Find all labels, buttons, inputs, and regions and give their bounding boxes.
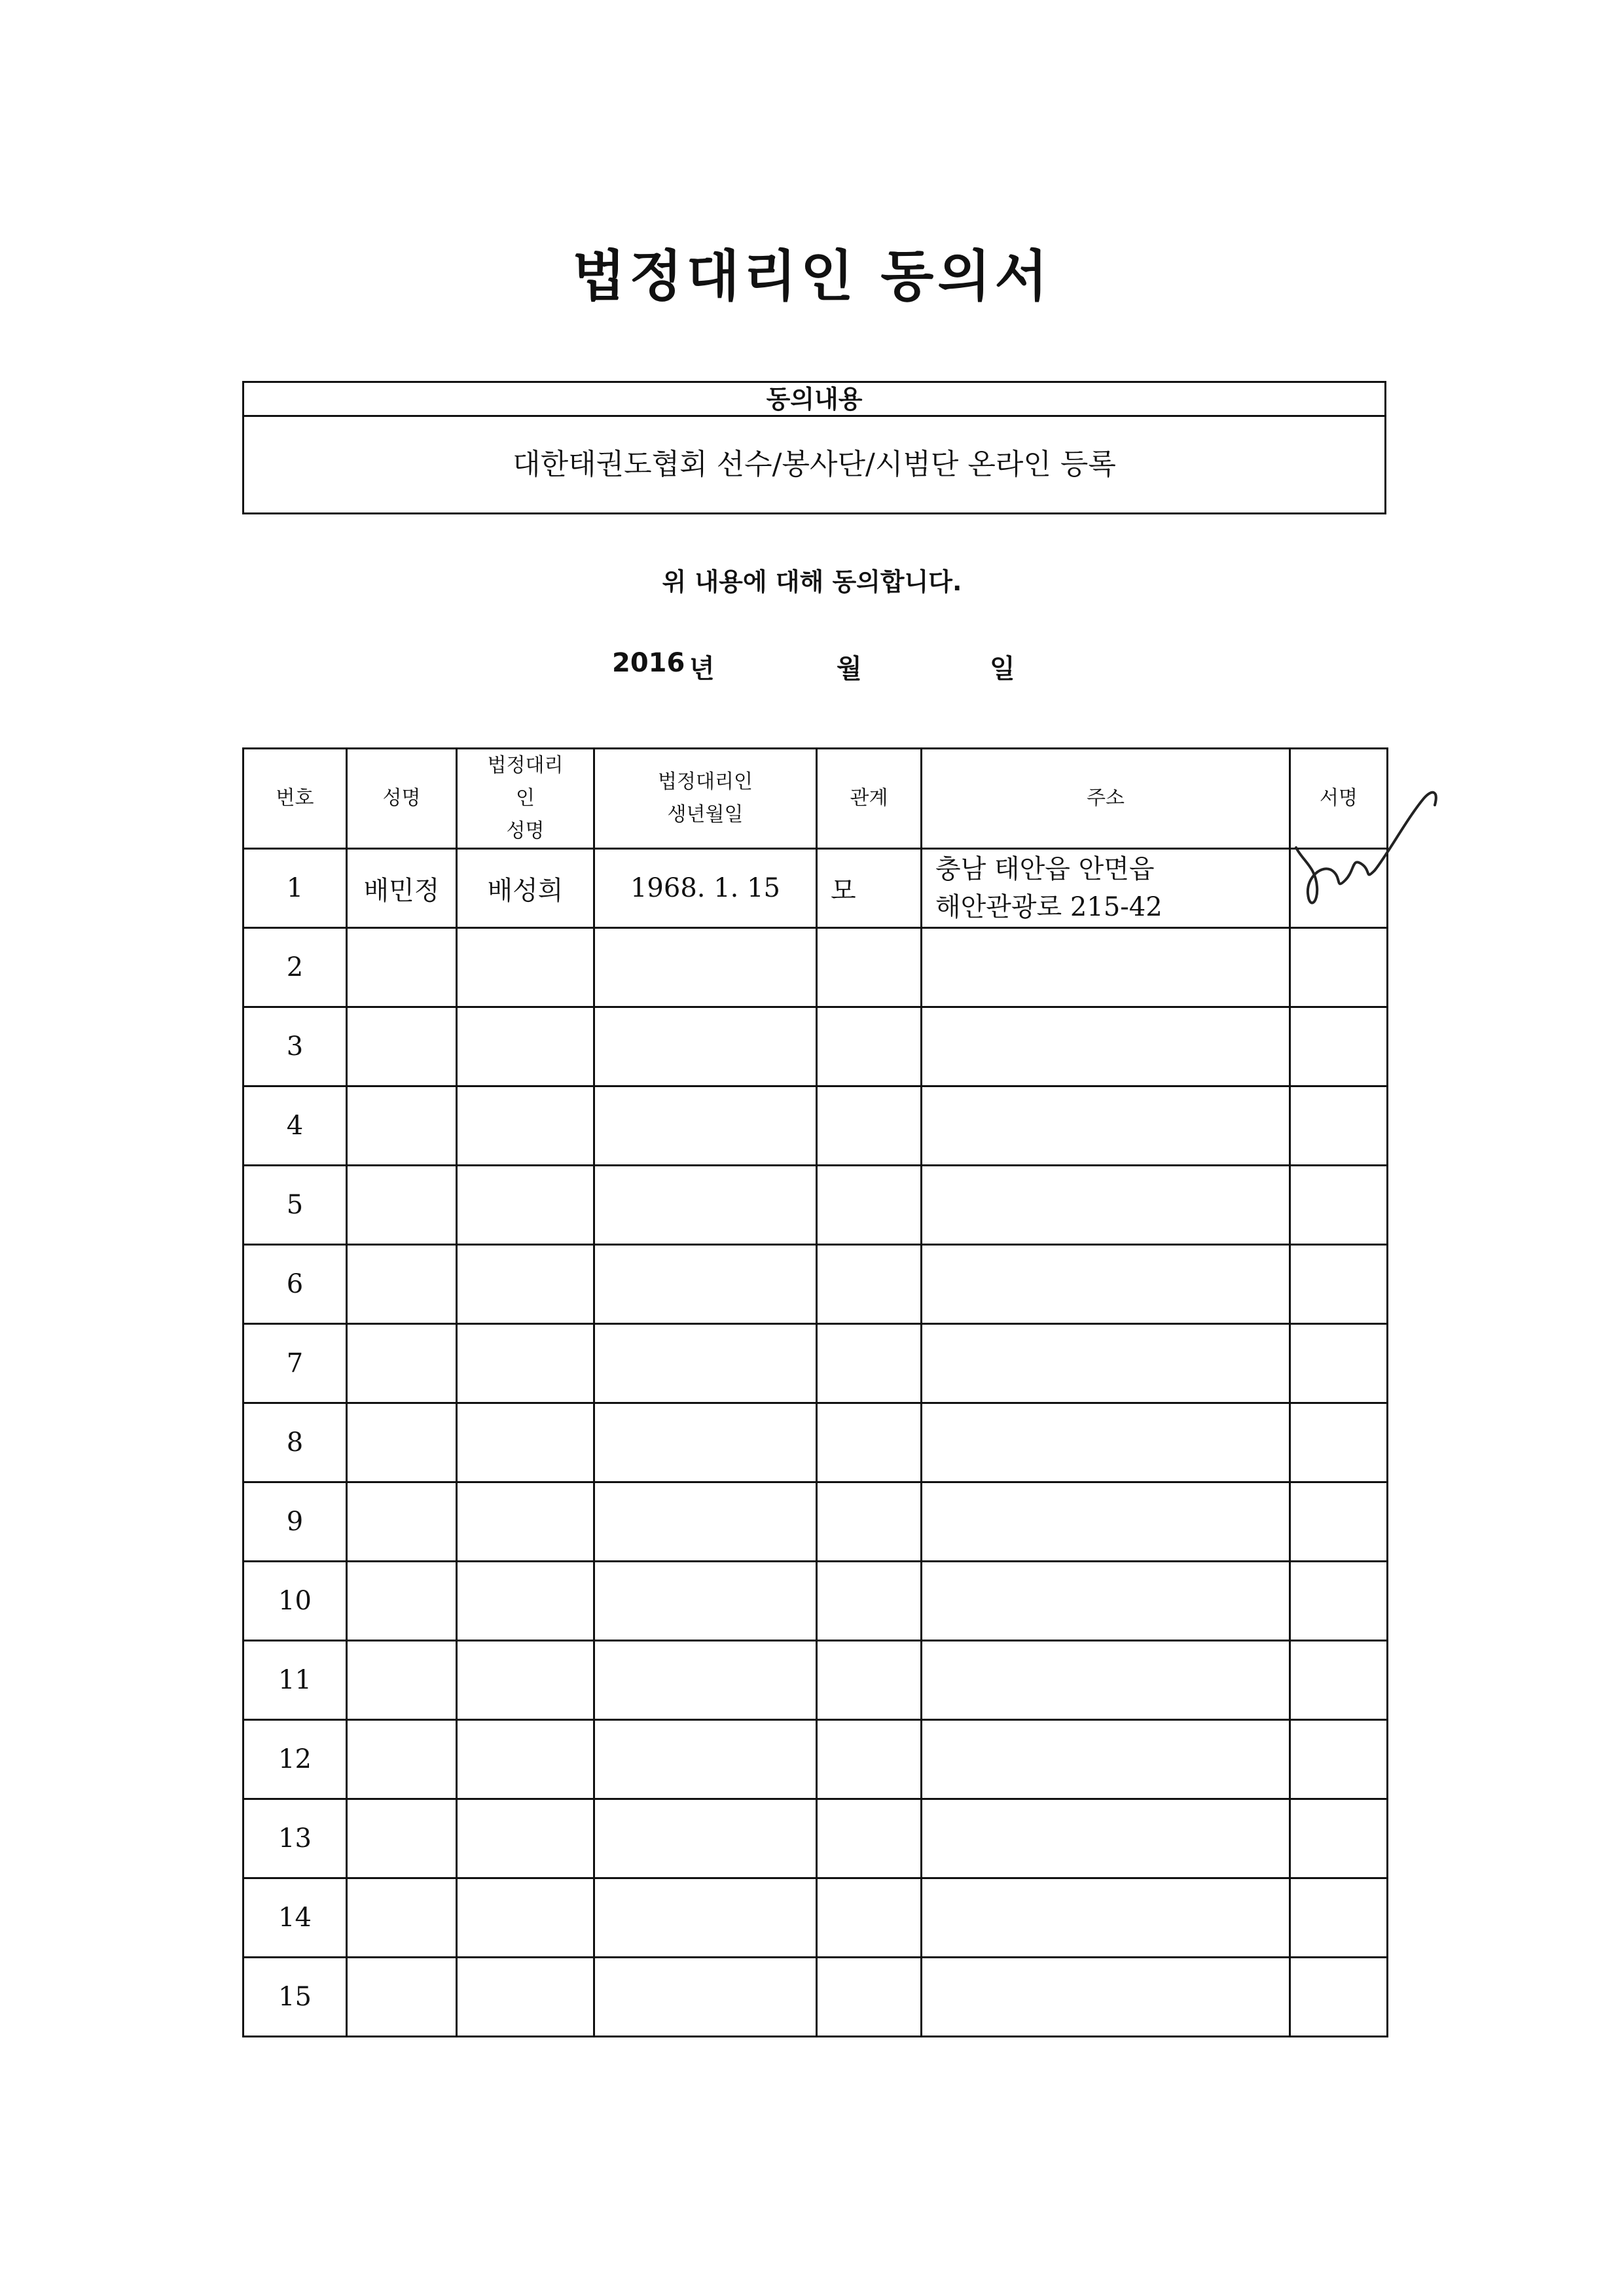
cell-relation: [817, 1799, 922, 1878]
cell-signature: [1290, 1324, 1388, 1403]
cell-guardian-name: 배성희: [457, 849, 594, 928]
cell-birth: [594, 1166, 817, 1245]
col-header-address: 주소: [922, 749, 1290, 849]
cell-birth: [594, 1878, 817, 1958]
cell-guardian-name: [457, 1958, 594, 2037]
cell-no: 3: [244, 1007, 347, 1086]
cell-no: 6: [244, 1245, 347, 1324]
table-row: [244, 1562, 1388, 1641]
cell-no: 2: [244, 928, 347, 1007]
cell-signature: [1290, 1958, 1388, 2037]
cell-signature: [1290, 1878, 1388, 1958]
cell-address: [922, 1245, 1290, 1324]
cell-signature: [1290, 1641, 1388, 1720]
guardian-name-line: 성명: [506, 819, 545, 842]
guardian-name-line: 법정대리: [487, 754, 564, 777]
cell-address: [922, 849, 1290, 928]
cell-address: [922, 1958, 1290, 2037]
table-row: [244, 1958, 1388, 2037]
cell-no: 5: [244, 1166, 347, 1245]
col-header-no: 번호: [244, 749, 347, 849]
cell-name: [347, 1641, 457, 1720]
cell-no: 4: [244, 1086, 347, 1166]
cell-name: [347, 1245, 457, 1324]
cell-guardian-name: [457, 1007, 594, 1086]
cell-birth: 1968. 1. 15: [594, 849, 817, 928]
cell-guardian-name: [457, 1482, 594, 1562]
cell-birth: [594, 1086, 817, 1166]
cell-relation: [817, 1720, 922, 1799]
address-line: 충남 태안읍 안면읍: [935, 854, 1155, 884]
consent-header: 동의내용: [244, 383, 1384, 417]
cell-relation: [817, 1245, 922, 1324]
cell-relation: [817, 1166, 922, 1245]
cell-no: 10: [244, 1562, 347, 1641]
cell-name: [347, 928, 457, 1007]
col-header-name: 성명: [347, 749, 457, 849]
cell-name: [347, 1720, 457, 1799]
cell-no: 12: [244, 1720, 347, 1799]
cell-birth: [594, 1482, 817, 1562]
cell-no: 11: [244, 1641, 347, 1720]
cell-name: 배민정: [347, 849, 457, 928]
col-header-guardian-name: [457, 749, 594, 849]
cell-no: 9: [244, 1482, 347, 1562]
cell-birth: [594, 1245, 817, 1324]
cell-name: [347, 1799, 457, 1878]
date-line: [0, 648, 1624, 687]
cell-signature: [1290, 1403, 1388, 1482]
cell-guardian-name: [457, 1641, 594, 1720]
cell-relation: [817, 1086, 922, 1166]
cell-relation: [817, 1562, 922, 1641]
cell-name: [347, 1086, 457, 1166]
cell-name: [347, 1562, 457, 1641]
date-day-label: 일: [990, 654, 1015, 684]
date-year-value: 2016: [612, 648, 685, 678]
handwritten-signature: [1283, 746, 1479, 942]
cell-relation: 모: [817, 849, 922, 928]
address-line: 해안관광로 215-42: [935, 892, 1163, 922]
cell-relation: [817, 1878, 922, 1958]
table-row: [244, 928, 1388, 1007]
table-row: [244, 1720, 1388, 1799]
cell-signature: [1290, 1720, 1388, 1799]
cell-birth: [594, 928, 817, 1007]
table-row: [244, 849, 1388, 928]
cell-birth: [594, 1641, 817, 1720]
cell-guardian-name: [457, 1799, 594, 1878]
cell-address: [922, 1166, 1290, 1245]
table-row: [244, 1007, 1388, 1086]
cell-birth: [594, 1562, 817, 1641]
cell-guardian-name: [457, 1166, 594, 1245]
cell-signature: [1290, 1562, 1388, 1641]
cell-address: [922, 928, 1290, 1007]
cell-no: 7: [244, 1324, 347, 1403]
table-row: [244, 1641, 1388, 1720]
cell-signature: [1290, 1166, 1388, 1245]
col-header-relation: 관계: [817, 749, 922, 849]
date-month-label: 월: [837, 654, 862, 684]
table-row: [244, 1166, 1388, 1245]
table-row: [244, 1878, 1388, 1958]
cell-address: [922, 1007, 1290, 1086]
consent-content: 대한태권도협회 선수/봉사단/시범단 온라인 등록: [513, 448, 1116, 481]
cell-no: 8: [244, 1403, 347, 1482]
table-row: [244, 1324, 1388, 1403]
date-year-label: 년: [689, 654, 715, 684]
cell-birth: [594, 1007, 817, 1086]
cell-address: [922, 1086, 1290, 1166]
consent-box: [242, 381, 1386, 514]
cell-no: 15: [244, 1958, 347, 2037]
cell-guardian-name: [457, 1245, 594, 1324]
cell-no: 13: [244, 1799, 347, 1878]
cell-relation: [817, 1007, 922, 1086]
cell-address: [922, 1562, 1290, 1641]
cell-birth: [594, 1958, 817, 2037]
cell-relation: [817, 1324, 922, 1403]
cell-no: 1: [244, 849, 347, 928]
cell-address: [922, 1878, 1290, 1958]
col-header-guardian-birth: [594, 749, 817, 849]
cell-relation: [817, 1641, 922, 1720]
cell-relation: [817, 1958, 922, 2037]
cell-birth: [594, 1799, 817, 1878]
cell-signature: [1290, 1007, 1388, 1086]
page-title: 법정대리인 동의서: [572, 243, 1052, 308]
cell-guardian-name: [457, 1562, 594, 1641]
guardian-table-wrapper: [242, 747, 1388, 2037]
table-row: [244, 1799, 1388, 1878]
cell-guardian-name: [457, 1720, 594, 1799]
cell-relation: [817, 928, 922, 1007]
cell-signature: [1290, 1086, 1388, 1166]
cell-name: [347, 1958, 457, 2037]
cell-address: [922, 1403, 1290, 1482]
cell-address: [922, 1324, 1290, 1403]
agree-statement: 위 내용에 대해 동의합니다.: [662, 567, 962, 596]
cell-name: [347, 1403, 457, 1482]
table-row: [244, 1403, 1388, 1482]
cell-name: [347, 1166, 457, 1245]
cell-signature: [1290, 1245, 1388, 1324]
guardian-table: [242, 747, 1388, 2037]
cell-signature: [1290, 1482, 1388, 1562]
table-body: [244, 849, 1388, 2037]
table-row: [244, 1245, 1388, 1324]
cell-no: 14: [244, 1878, 347, 1958]
cell-signature: [1290, 1799, 1388, 1878]
guardian-name-line: 인: [516, 787, 535, 810]
table-row: [244, 1482, 1388, 1562]
cell-guardian-name: [457, 1403, 594, 1482]
cell-address: [922, 1720, 1290, 1799]
cell-guardian-name: [457, 1086, 594, 1166]
guardian-birth-line: 법정대리인: [658, 770, 753, 793]
col-header-signature: 서명: [1290, 749, 1388, 849]
cell-birth: [594, 1720, 817, 1799]
guardian-birth-line: 생년월일: [667, 803, 744, 826]
table-row: [244, 1086, 1388, 1166]
cell-guardian-name: [457, 1324, 594, 1403]
cell-name: [347, 1482, 457, 1562]
cell-address: [922, 1641, 1290, 1720]
cell-guardian-name: [457, 1878, 594, 1958]
cell-name: [347, 1878, 457, 1958]
cell-name: [347, 1324, 457, 1403]
cell-name: [347, 1007, 457, 1086]
cell-guardian-name: [457, 928, 594, 1007]
cell-address: [922, 1482, 1290, 1562]
cell-birth: [594, 1324, 817, 1403]
cell-relation: [817, 1403, 922, 1482]
cell-address: [922, 1799, 1290, 1878]
cell-relation: [817, 1482, 922, 1562]
table-header-row: [244, 749, 1388, 849]
cell-birth: [594, 1403, 817, 1482]
